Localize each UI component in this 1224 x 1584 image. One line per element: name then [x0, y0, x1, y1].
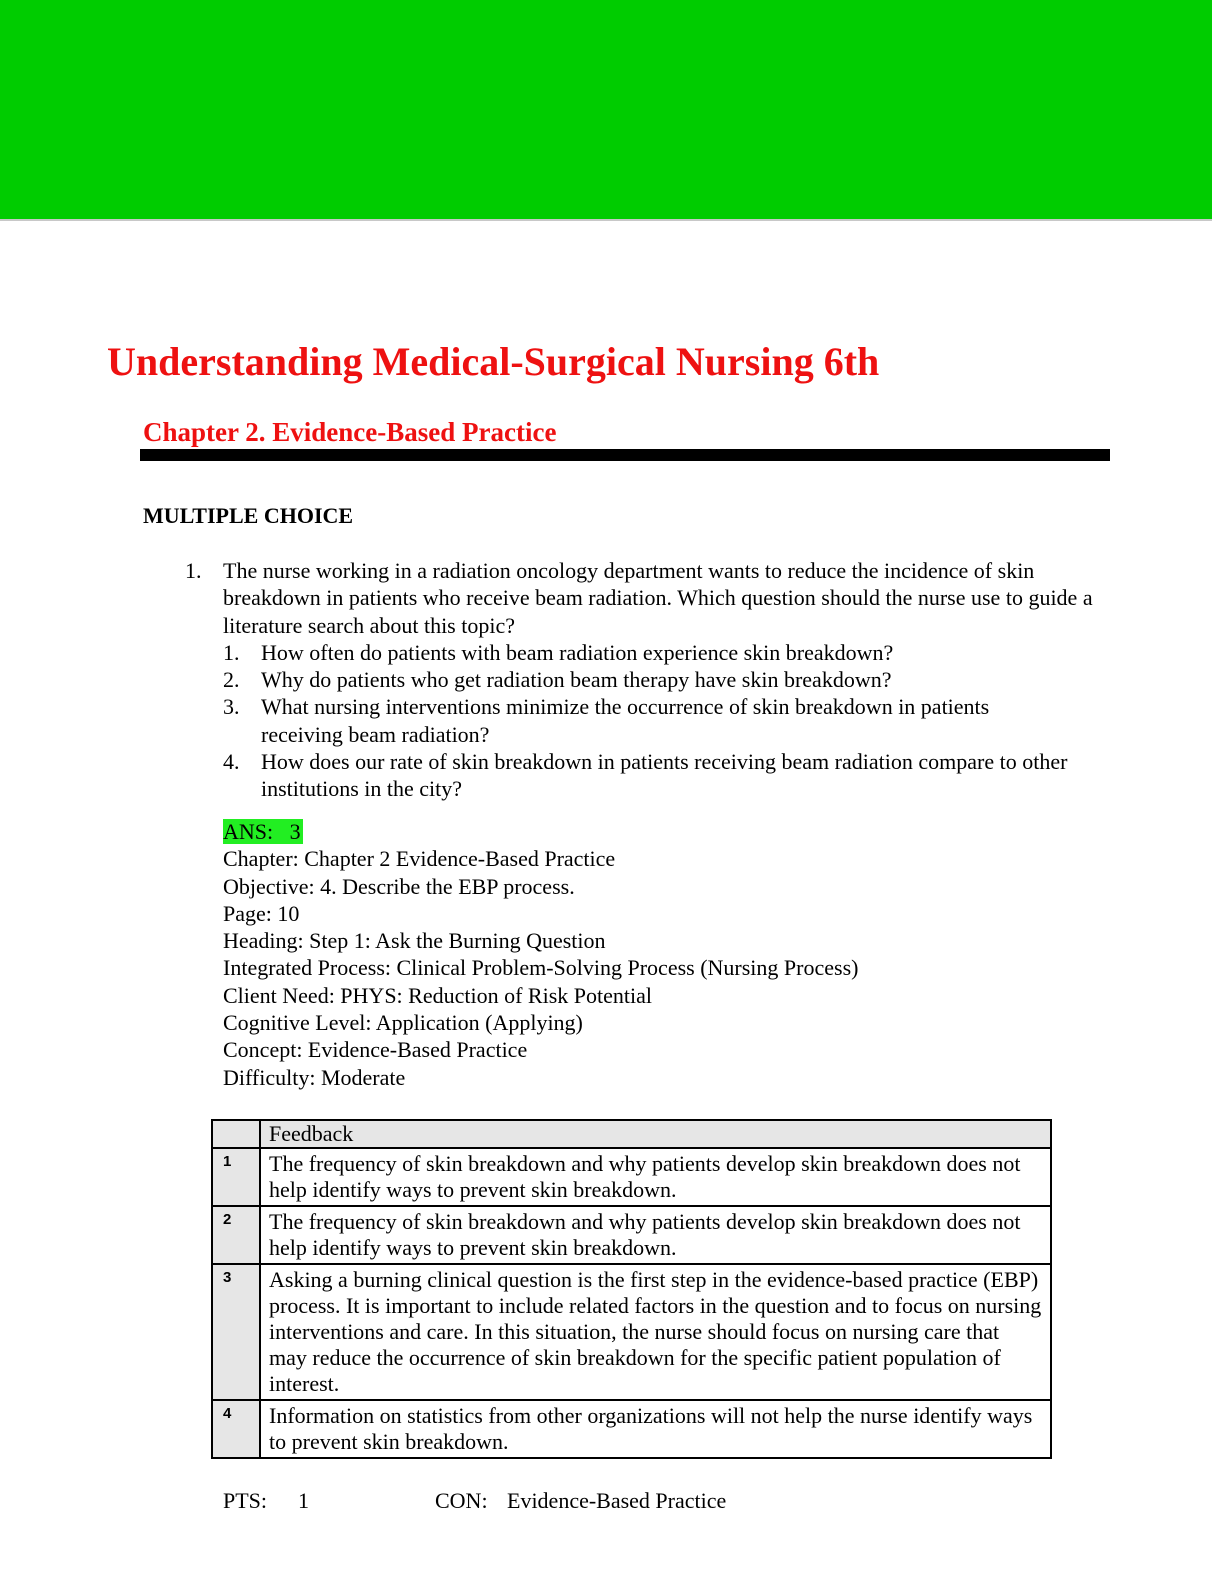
feedback-row-1 [212, 1148, 1051, 1206]
answer-line [223, 818, 858, 845]
answer-option-4 [223, 748, 1115, 803]
section-heading: MULTIPLE CHOICE [143, 503, 354, 528]
chapter-title: Chapter 2. Evidence-Based Practice [143, 417, 557, 447]
meta-heading: Heading: Step 1: Ask the Burning Question [223, 928, 606, 954]
con-value: Evidence-Based Practice [507, 1488, 727, 1513]
answer-options [223, 639, 1115, 803]
feedback-header: Feedback [260, 1120, 1051, 1148]
meta-client-need: Client Need: PHYS: Reduction of Risk Potential [223, 982, 652, 1008]
option-text: How does our rate of skin breakdown in patients receiving beam radiation compare to other institutions in the city? [261, 749, 1068, 802]
option-text: How often do patients with beam radiation experience skin breakdown? [261, 639, 894, 665]
answer-label: ANS: [223, 819, 274, 844]
feedback-header-row [212, 1120, 1051, 1148]
feedback-row-text: The frequency of skin breakdown and why patients develop skin breakdown does not help identify ways to prevent skin breakdown. [260, 1148, 1051, 1206]
answer-option-2 [223, 666, 1115, 693]
feedback-table [211, 1119, 1052, 1459]
meta-objective: Objective: 4. Describe the EBP process. [223, 873, 575, 899]
answer-option-3 [223, 693, 1115, 748]
feedback-row-4 [212, 1400, 1051, 1458]
meta-page: Page: 10 [223, 900, 300, 926]
book-title: Understanding Medical-Surgical Nursing 6th [107, 339, 880, 384]
feedback-row-3 [212, 1264, 1051, 1400]
top-banner [0, 0, 1212, 221]
chapter-divider [140, 449, 1110, 461]
option-text: Why do patients who get radiation beam therapy have skin breakdown? [261, 667, 892, 693]
answer-value: 3 [289, 819, 301, 844]
pts-label: PTS: [223, 1488, 268, 1513]
feedback-header-empty-cell [212, 1120, 260, 1148]
answer-highlight [223, 819, 303, 844]
feedback-row-number: 2 [212, 1206, 260, 1264]
feedback-row-number: 3 [212, 1264, 260, 1400]
meta-concept: Concept: Evidence-Based Practice [223, 1037, 528, 1063]
pts-value: 1 [298, 1488, 309, 1513]
question-number: 1. [185, 558, 202, 583]
feedback-row-number: 4 [212, 1400, 260, 1458]
footer-line [223, 1488, 727, 1514]
answer-block [223, 818, 858, 1091]
meta-difficulty: Difficulty: Moderate [223, 1064, 406, 1090]
con-label: CON: [435, 1488, 488, 1513]
feedback-row-number: 1 [212, 1148, 260, 1206]
answer-option-1 [223, 639, 1115, 666]
option-number: 4. [223, 749, 240, 775]
feedback-row-text: Information on statistics from other organizations will not help the nurse identify ways to prevent skin breakdown. [260, 1400, 1051, 1458]
question [185, 557, 1115, 803]
option-number: 3. [223, 694, 240, 720]
option-number: 2. [223, 667, 240, 693]
meta-chapter: Chapter: Chapter 2 Evidence-Based Practice [223, 846, 616, 872]
option-number: 1. [223, 639, 240, 665]
feedback-row-text: The frequency of skin breakdown and why patients develop skin breakdown does not help identify ways to prevent skin breakdown. [260, 1206, 1051, 1264]
option-text: What nursing interventions minimize the occurrence of skin breakdown in patients receiving beam radiation? [261, 694, 990, 747]
question-stem: The nurse working in a radiation oncology department wants to reduce the incidence of skin breakdown in patients who receive beam radiation. Which question should the nurse use to guide a literature search about this topic? [223, 558, 1093, 638]
feedback-row-2 [212, 1206, 1051, 1264]
question-stem-row [185, 557, 1115, 803]
meta-cognitive-level: Cognitive Level: Application (Applying) [223, 1010, 583, 1036]
meta-integrated-process: Integrated Process: Clinical Problem-Solving Process (Nursing Process) [223, 955, 859, 981]
feedback-row-text: Asking a burning clinical question is the first step in the evidence-based practice (EBP) process. It is important to include related factors in the question and to focus on nursing interventions and care. In this situation, the nurse should focus on nursing care that may reduce the occurrence of skin breakdown for the specific patient population of interest. [260, 1264, 1051, 1400]
